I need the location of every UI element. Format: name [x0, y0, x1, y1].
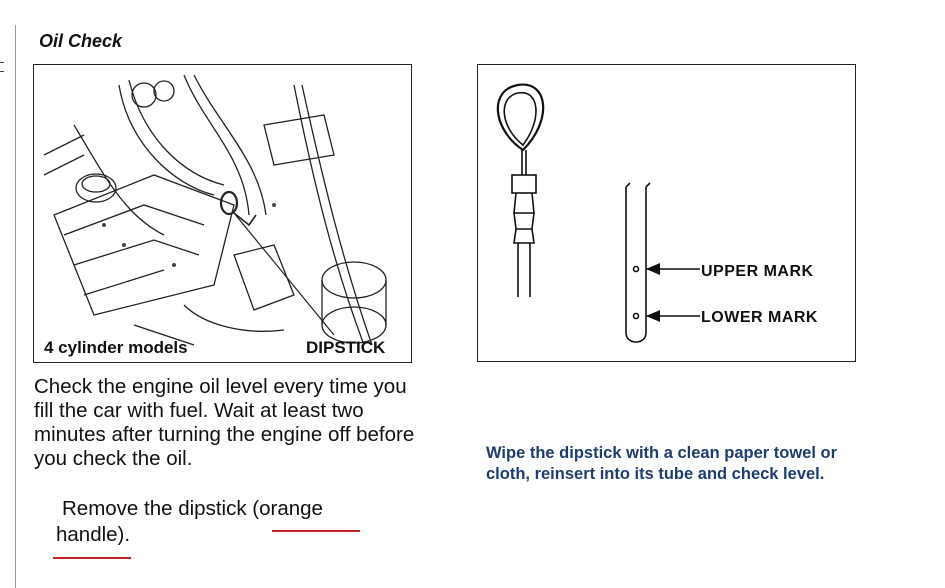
- check-oil-paragraph: Check the engine oil level every time you fill the car with fuel. Wait at least two minutes after turning the engine off before you check the oil.: [34, 375, 415, 470]
- engine-figure: [33, 64, 412, 363]
- engine-caption-right: DIPSTICK: [306, 338, 386, 357]
- engine-caption-left: 4 cylinder models: [44, 338, 188, 357]
- remove-step-lead: Remove the dipstick: [62, 497, 253, 520]
- wipe-instruction: Wipe the dipstick with a clean paper towel or cloth, reinsert into its tube and check level.: [486, 444, 838, 483]
- page-margin-rule: [15, 25, 16, 588]
- remove-dipstick-step: [56, 496, 386, 548]
- lower-mark-label: LOWER MARK: [701, 309, 818, 326]
- section-title: Oil Check: [39, 31, 123, 51]
- dipstick-figure: [477, 64, 856, 362]
- highlight-underline: [272, 530, 360, 532]
- highlight-underline: [53, 557, 131, 559]
- remove-step-tail: .: [124, 523, 131, 546]
- engine-illustration: [34, 65, 411, 362]
- remove-step-highlight: (orange handle): [56, 497, 323, 546]
- upper-mark-label: UPPER MARK: [701, 263, 814, 280]
- edge-mark: [0, 62, 4, 72]
